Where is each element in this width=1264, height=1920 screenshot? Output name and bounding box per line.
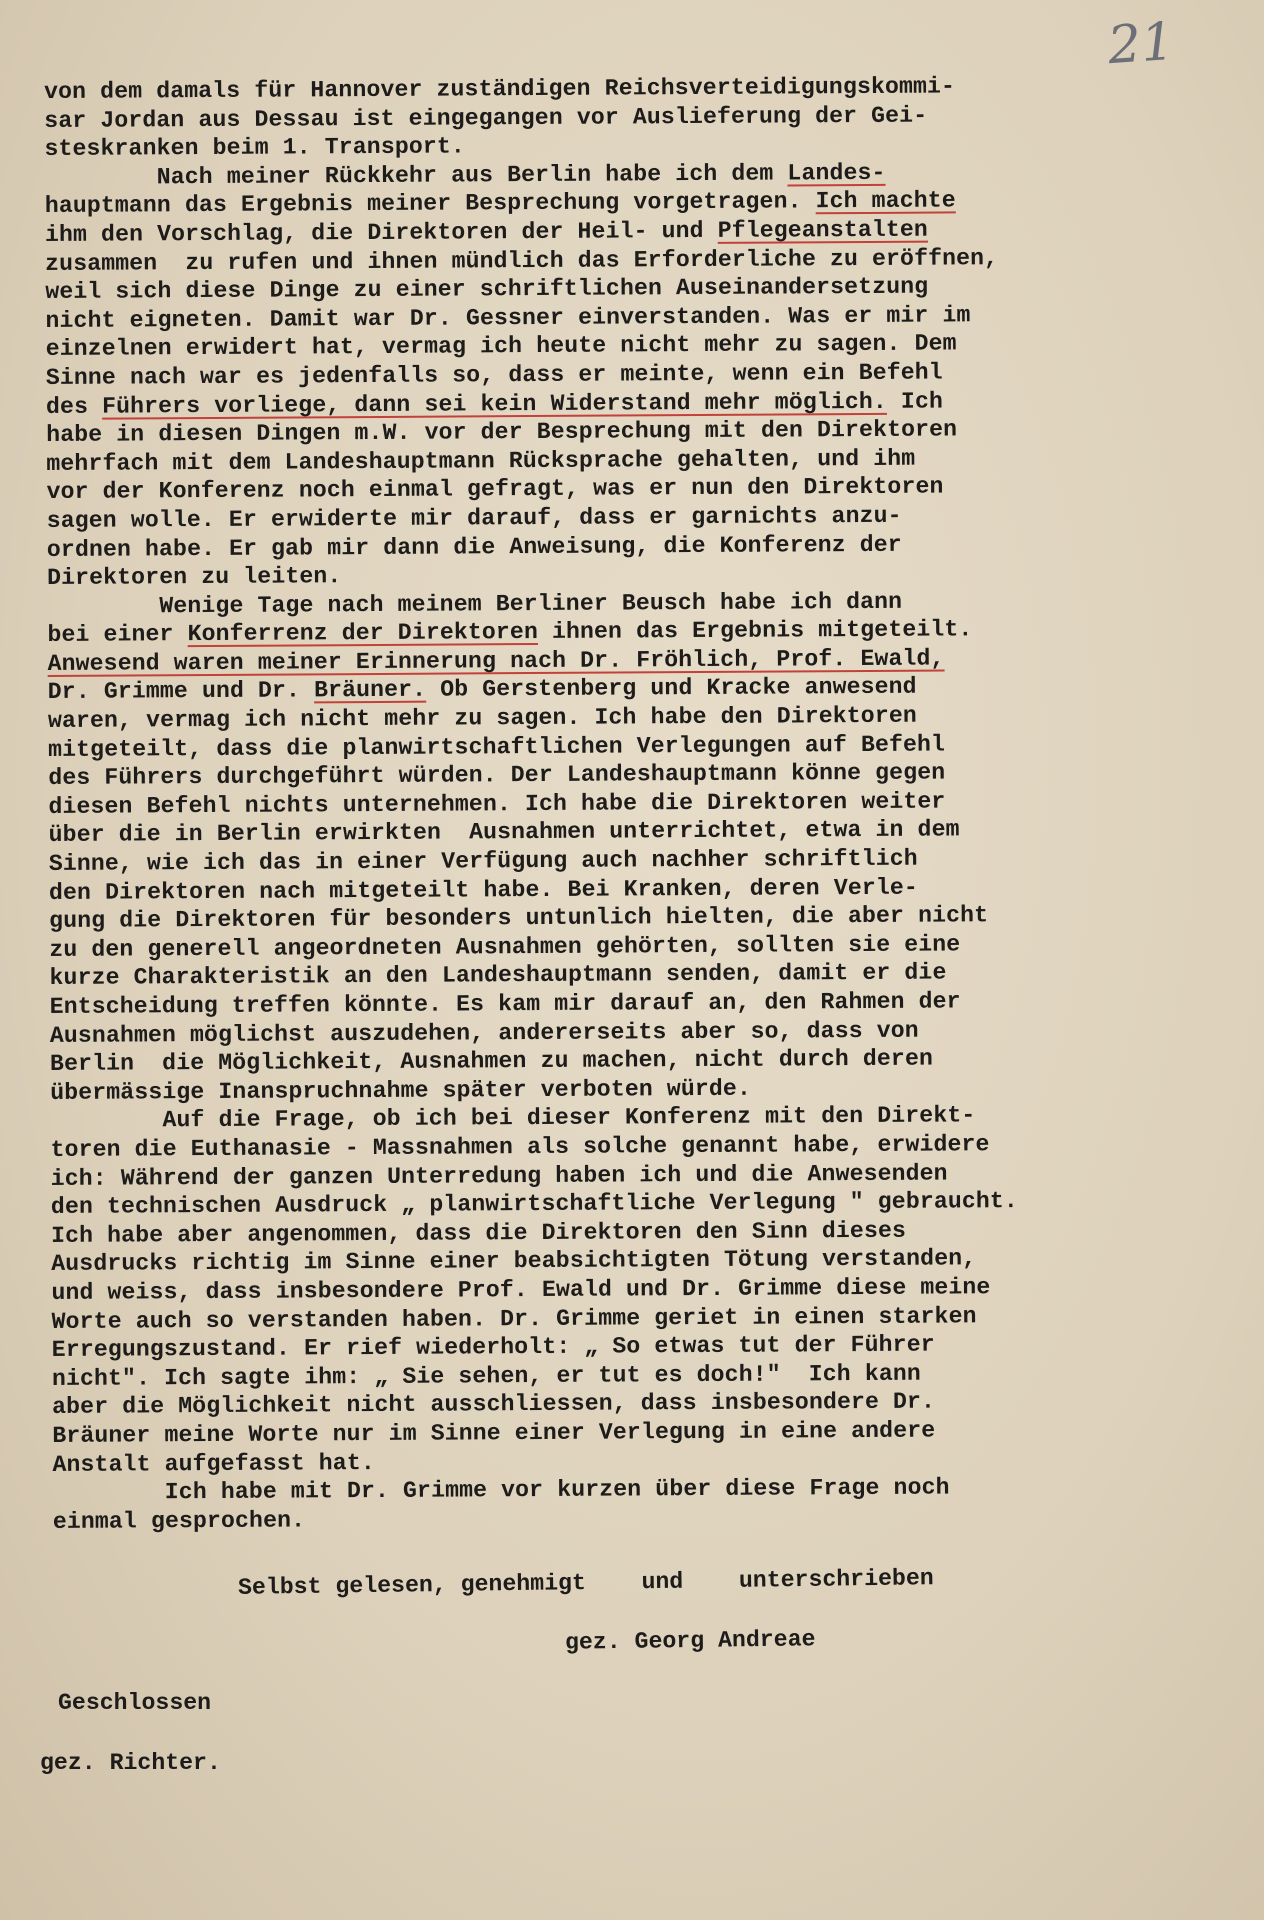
text-line: ihm den Vorschlag, die Direktoren der Heil- und Pflegeanstalten [44,216,928,248]
text-line: aber die Möglichkeit nicht ausschliessen, dass insbesondere Dr. [52,1388,936,1421]
text-line: zu den generell angeordneten Ausnahmen gehörten, sollten sie eine [49,931,961,963]
text-line: Direktoren zu leiten. [46,563,342,592]
text-line: Sinne nach war es jedenfalls so, dass er meinte, wenn ein Befehl [45,359,943,391]
text-line: Anstalt aufgefasst hat. [52,1449,375,1478]
text-line: ich: Während der ganzen Unterredung haben ich und die Anwesenden [50,1160,948,1192]
red-underline-mark: Ich machte [815,187,956,215]
text-line: Entscheidung treffen könnte. Es kam mir darauf an, den Rahmen der [49,988,961,1020]
text-line: diesen Befehl nichts unternehmen. Ich habe die Direktoren weiter [48,788,946,820]
text-line: den technischen Ausdruck „ planwirtschaftliche Verlegung " gebraucht. [50,1188,1018,1221]
text-line: Ich habe mit Dr. Grimme vor kurzen über diese Frage noch [52,1474,950,1507]
text-line: über die in Berlin erwirkten Ausnahmen unterrichtet, etwa in dem [48,816,960,849]
text-line: übermässige Inanspruchnahme später verboten würde. [50,1075,752,1106]
text-line: hauptmann das Ergebnis meiner Besprechung vorgetragen. Ich machte [44,187,956,220]
red-underline-mark: Anwesend waren meiner Erinnerung nach Dr. Fröhlich, Prof. Ewald, [47,645,945,677]
text-line: Worte auch so verstanden haben. Dr. Grimme geriet in einen starken [51,1302,977,1335]
countersign-line: gez. Richter. [40,1750,221,1776]
text-line: einmal gesprochen. [52,1507,306,1535]
text-line: toren die Euthanasie - Massnahmen als solche genannt habe, erwidere [50,1131,990,1163]
text-line: sar Jordan aus Dessau ist eingegangen vor Auslieferung der Gei- [44,102,928,134]
text-line: bei einer Konferrenz der Direktoren ihnen das Ergebnis mitgeteilt. [47,616,973,649]
signature-line: gez. Georg Andreae [564,1626,816,1656]
red-underline-mark: Führers vorliege, dann sei kein Widerstand mehr möglich. [101,388,887,420]
text-line: den Direktoren nach mitgeteilt habe. Bei Kranken, deren Verle- [48,874,918,906]
text-line: mitgeteilt, dass die planwirtschaftlichen Verlegungen auf Befehl [48,731,946,763]
text-line: einzelnen erwidert hat, vermag ich heute nicht mehr zu sagen. Dem [45,330,957,363]
text-line: steskranken beim 1. Transport. [44,133,465,163]
text-line: Wenige Tage nach meinem Berliner Beusch habe ich dann [47,588,903,620]
text-line: nicht". Ich sagte ihm: „ Sie sehen, er tut es doch!" Ich kann [51,1360,921,1392]
text-line: zusammen zu rufen und ihnen mündlich das Erforderliche zu eröffnen, [45,244,999,277]
text-line: Ich habe aber angenommen, dass die Direktoren den Sinn dieses [50,1217,907,1249]
text-line: Auf die Frage, ob ich bei dieser Konferenz mit den Direkt- [50,1102,976,1135]
text-line: Bräuner meine Worte nur im Sinne einer Verlegung in eine andere [52,1417,936,1449]
text-line: Berlin die Möglichkeit, Ausnahmen zu machen, nicht durch deren [49,1045,934,1078]
text-line: Ausdrucks richtig im Sinne einer beabsichtigten Tötung verstanden, [51,1245,977,1278]
text-line: und weiss, dass insbesondere Prof. Ewald und Dr. Grimme diese meine [51,1274,991,1306]
text-line: sagen wolle. Er erwiderte mir darauf, dass er garnichts anzu- [46,502,902,534]
text-line: von dem damals für Hannover zuständigen Reichsverteidigungskommi- [44,73,956,105]
text-line: vor der Konferenz noch einmal gefragt, was er nun den Direktoren [46,473,944,506]
text-line: gung die Direktoren für besonders untunlich hielten, die aber nicht [49,902,989,935]
text-line: Nach meiner Rückkehr aus Berlin habe ich dem Landes- [44,159,886,191]
red-underline-mark: Bräuner. [313,677,427,704]
text-line: des Führers durchgeführt würden. Der Landeshauptmann könne gegen [48,759,946,792]
text-line: mehrfach mit dem Landeshauptmann Rücksprache gehalten, und ihm [46,445,916,477]
text-line: ordnen habe. Er gab mir dann die Anweisung, die Konferenz der [46,531,902,563]
signoff-line: Selbst gelesen, genehmigt und unterschrieben [237,1565,934,1601]
text-line: kurze Charakteristik an den Landeshauptmann senden, damit er die [49,959,947,992]
red-underline-mark: Pflegeanstalten [717,216,928,244]
page-number: 21 [1105,11,1177,77]
text-line: Erregungszustand. Er rief wiederholt: „ So etwas tut der Führer [51,1331,935,1364]
text-line: Sinne, wie ich das in einer Verfügung auch nachher schriftlich [48,845,918,878]
text-line: nicht eigneten. Damit war Dr. Gessner einverstanden. Was er mir im [45,302,971,334]
closed-note: Geschlossen [58,1690,212,1716]
text-line: Dr. Grimme und Dr. Bräuner. Ob Gerstenberg und Kracke anwesend [47,674,917,706]
text-line: des Führers vorliege, dann sei kein Widerstand mehr möglich. Ich [45,388,944,420]
red-underline-mark: Konferrenz der Direktoren [187,619,539,648]
text-line: waren, vermag ich nicht mehr zu sagen. Ich habe den Direktoren [47,702,917,735]
text-line: habe in diesen Dingen m.W. vor der Besprechung mit den Direktoren [46,416,958,449]
text-line: Ausnahmen möglichst auszudehen, andererseits aber so, dass von [49,1017,919,1049]
text-line: weil sich diese Dinge zu einer schriftlichen Auseinandersetzung [45,273,929,306]
red-underline-mark: Landes- [787,159,886,187]
